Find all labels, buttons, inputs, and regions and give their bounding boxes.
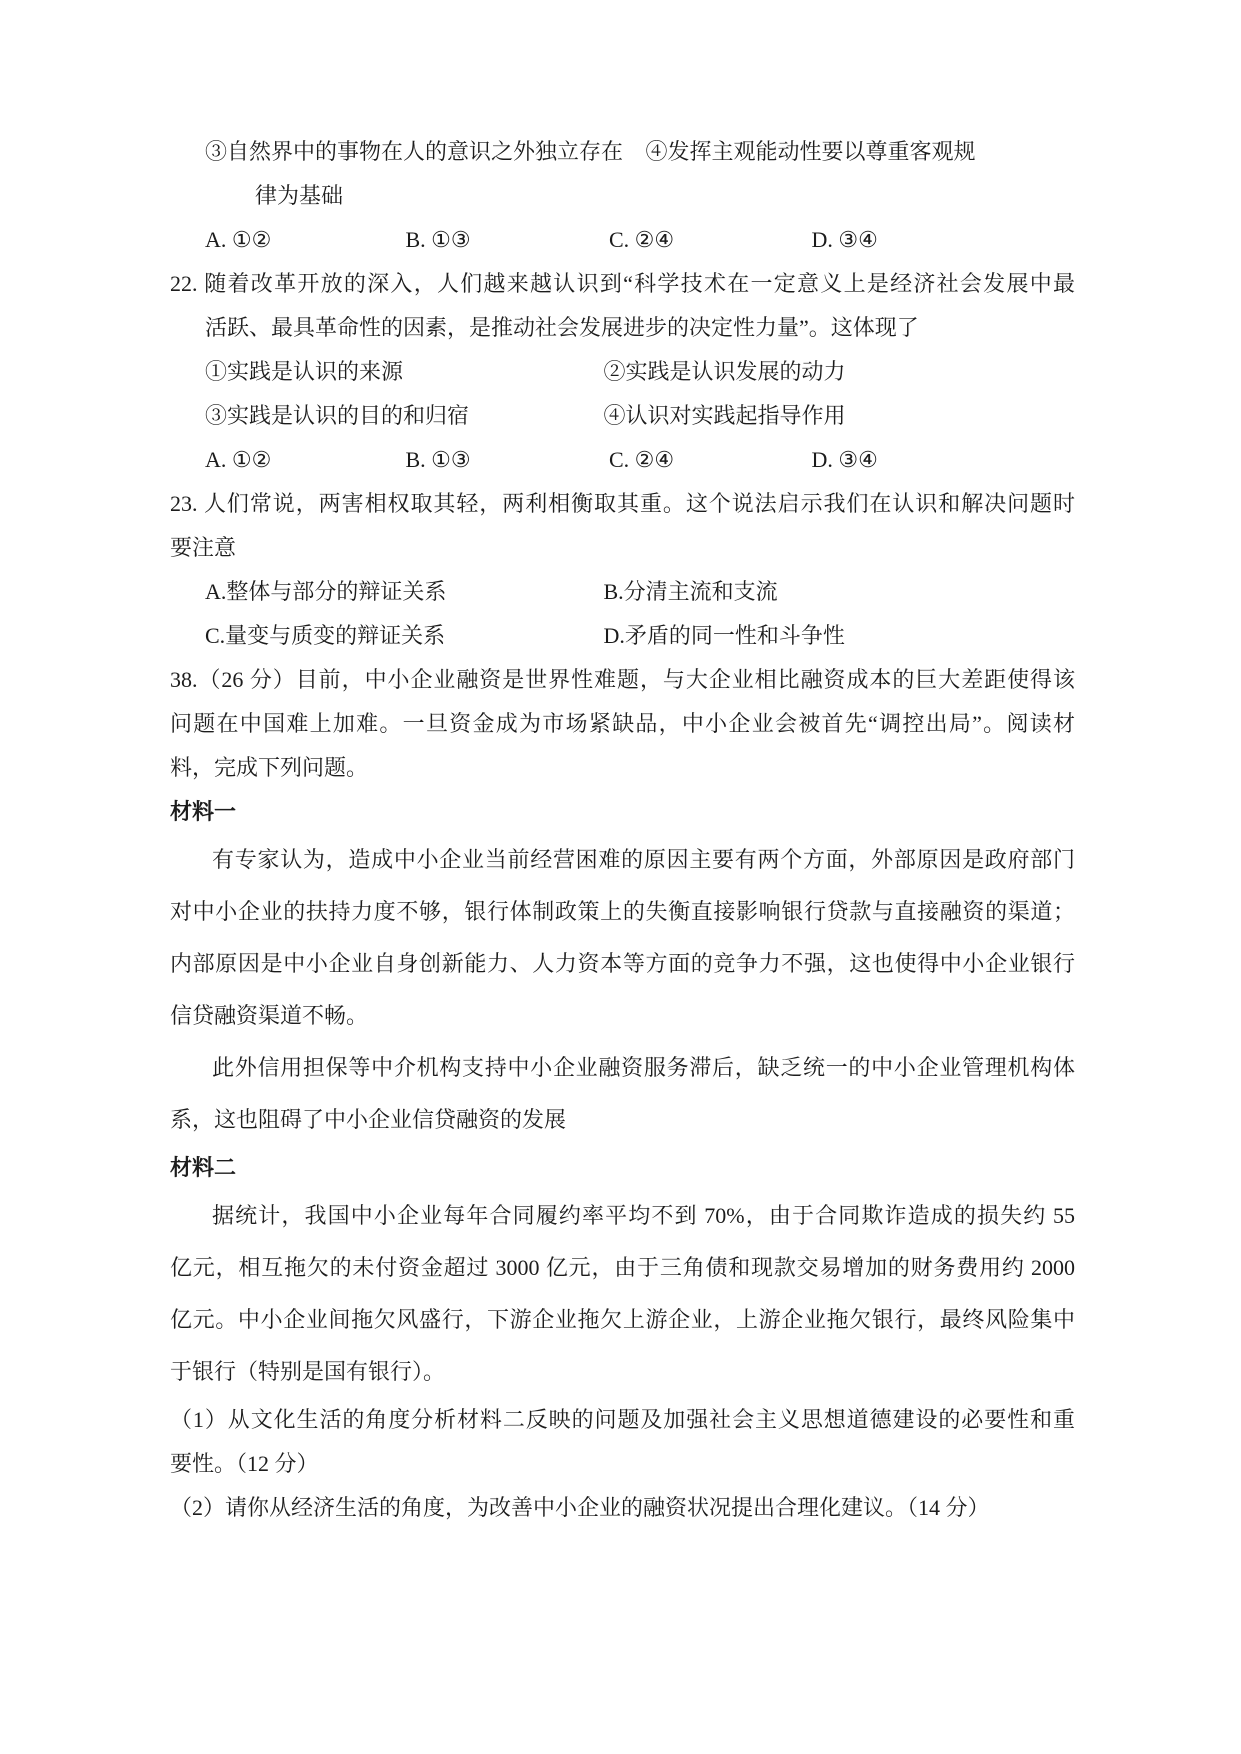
material-1-heading: 材料一 <box>170 799 237 824</box>
q23-option-row-2 <box>170 614 1075 658</box>
q22-option-3: ③实践是认识的目的和归宿 <box>205 403 470 428</box>
q23-option-d: D.矛盾的同一性和斗争性 <box>603 623 845 648</box>
q22-stem-line-1: 22. 随着改革开放的深入，人们越来越认识到“科学技术在一定意义上是经济社会发展中最 <box>170 271 1075 296</box>
q22-answer-row <box>170 438 1075 482</box>
question-21-block <box>170 130 1075 262</box>
q21-answer-row <box>170 218 1075 262</box>
q22-option-4: ④认识对实践起指导作用 <box>603 403 846 428</box>
material-2-para-line-3: 亿元。中小企业间拖欠风盛行，下游企业拖欠上游企业，上游企业拖欠银行，最终风险集中 <box>170 1307 1075 1332</box>
q38-intro-line-2: 问题在中国难上加难。一旦资金成为市场紧缺品，中小企业会被首先“调控出局”。阅读材 <box>170 711 1075 736</box>
question-22-block <box>170 262 1075 482</box>
q21-answer-a: A. ①② <box>205 227 272 252</box>
material-2-para-line-1: 据统计，我国中小企业每年合同履约率平均不到 70%，由于合同欺诈造成的损失约 55 <box>212 1203 1075 1228</box>
material-1-para-2-line-2: 系，这也阻碍了中小企业信贷融资的发展 <box>170 1107 567 1132</box>
q22-option-2: ②实践是认识发展的动力 <box>603 359 846 384</box>
q23-stem-line-2: 要注意 <box>170 535 237 560</box>
q22-option-1: ①实践是认识的来源 <box>205 359 404 384</box>
q21-option-4-continued: 律为基础 <box>255 183 344 208</box>
q22-stem-line-2: 活跃、最具革命性的因素，是推动社会发展进步的决定性力量”。这体现了 <box>205 315 919 340</box>
q38-subquestion-2: （2）请你从经济生活的角度，为改善中小企业的融资状况提出合理化建议。（14 分） <box>170 1495 990 1520</box>
question-23-block <box>170 482 1075 658</box>
q38-subquestion-1-line-2: 要性。（12 分） <box>170 1451 319 1476</box>
material-1-para-1-line-2: 对中小企业的扶持力度不够，银行体制政策上的失衡直接影响银行贷款与直接融资的渠道； <box>170 899 1075 924</box>
q22-option-row-2 <box>170 394 1075 438</box>
material-1-para-1-line-3: 内部原因是中小企业自身创新能力、人力资本等方面的竞争力不强，这也使得中小企业银行 <box>170 951 1075 976</box>
material-2-heading: 材料二 <box>170 1155 237 1180</box>
material-1-para-1-line-4: 信贷融资渠道不畅。 <box>170 1003 369 1028</box>
material-1-para-1-line-1: 有专家认为，造成中小企业当前经营困难的原因主要有两个方面，外部原因是政府部门 <box>212 847 1075 872</box>
q23-option-b: B.分清主流和支流 <box>603 579 778 604</box>
q23-option-a: A.整体与部分的辩证关系 <box>205 579 447 604</box>
material-2-para-line-2: 亿元，相互拖欠的未付资金超过 3000 亿元，由于三角债和现款交易增加的财务费用约 2000 <box>170 1255 1075 1280</box>
q22-answer-a: A. ①② <box>205 447 272 472</box>
q21-answer-b: B. ①③ <box>405 227 471 252</box>
q23-option-row-1 <box>170 570 1075 614</box>
q38-subquestion-1-line-1: （1）从文化生活的角度分析材料二反映的问题及加强社会主义思想道德建设的必要性和重 <box>170 1407 1075 1432</box>
q21-option-4: ④发挥主观能动性要以尊重客观规 <box>645 139 976 164</box>
question-38-block <box>170 658 1075 1530</box>
q21-answer-d: D. ③④ <box>811 227 878 252</box>
q22-answer-b: B. ①③ <box>405 447 471 472</box>
q38-intro-line-1: 38.（26 分）目前，中小企业融资是世界性难题，与大企业相比融资成本的巨大差距使得该 <box>170 667 1075 692</box>
q22-option-row-1 <box>170 350 1075 394</box>
q21-answer-c: C. ②④ <box>609 227 675 252</box>
q22-answer-c: C. ②④ <box>609 447 675 472</box>
material-1-para-2-line-1: 此外信用担保等中介机构支持中小企业融资服务滞后，缺乏统一的中小企业管理机构体 <box>212 1055 1075 1080</box>
q21-option-row <box>170 130 1075 174</box>
q38-intro-line-3: 料，完成下列问题。 <box>170 755 369 780</box>
material-2-para-line-4: 于银行（特别是国有银行）。 <box>170 1359 446 1384</box>
q23-stem-line-1: 23. 人们常说，两害相权取其轻，两利相衡取其重。这个说法启示我们在认识和解决问题时 <box>170 491 1075 516</box>
q22-answer-d: D. ③④ <box>811 447 878 472</box>
q23-option-c: C.量变与质变的辩证关系 <box>205 623 446 648</box>
q21-option-3: ③自然界中的事物在人的意识之外独立存在 <box>205 139 624 164</box>
